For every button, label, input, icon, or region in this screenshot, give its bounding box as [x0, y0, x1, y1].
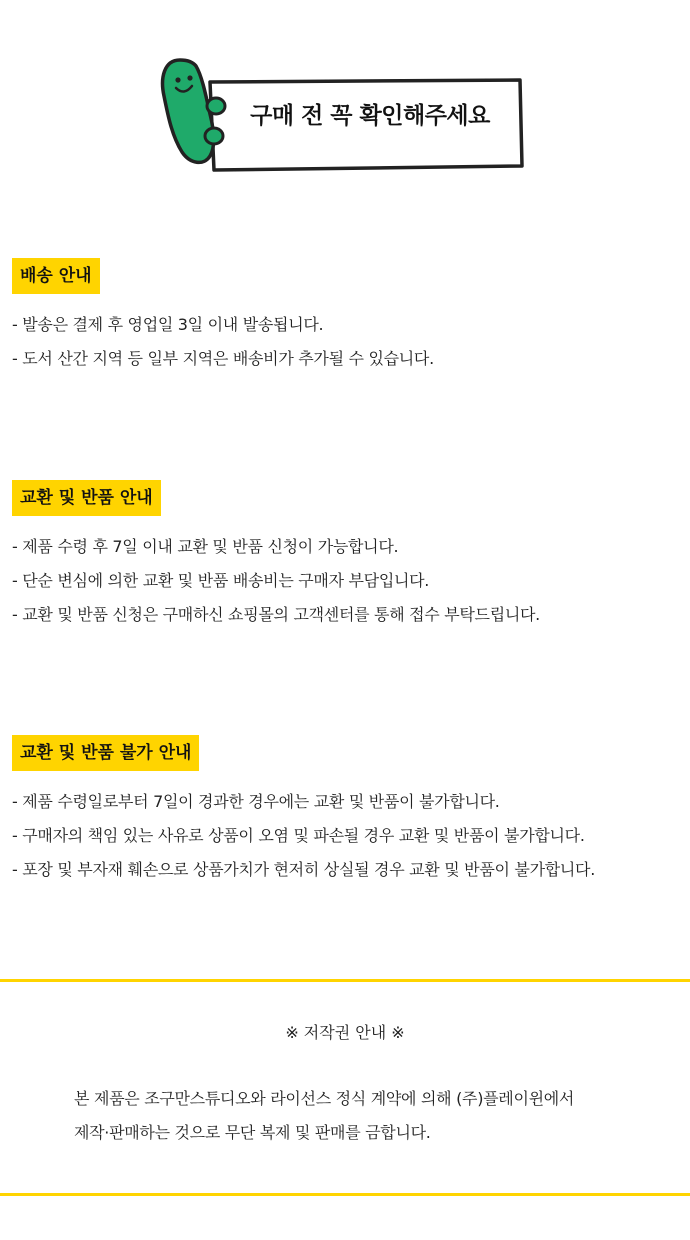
exchange-section [12, 480, 690, 632]
list-item: - 제품 수령 후 7일 이내 교환 및 반품 신청이 가능합니다. [12, 537, 399, 556]
list-item: - 제품 수령일로부터 7일이 경과한 경우에는 교환 및 반품이 불가합니다. [12, 792, 500, 811]
banner-title: 구매 전 꼭 확인해주세요 [250, 102, 490, 129]
notice-line: 본 제품은 조구만스튜디오와 라이선스 정식 계약에 의해 (주)플레이윈에서 [74, 1089, 575, 1108]
list-item: - 발송은 결제 후 영업일 3일 이내 발송됩니다. [12, 315, 324, 334]
shipping-section [12, 258, 690, 376]
copyright-notice-title: ※ 저작권 안내 ※ [285, 1023, 405, 1042]
list-item: - 교환 및 반품 신청은 구매하신 쇼핑몰의 고객센터를 통해 접수 부탁드립니다. [12, 605, 540, 624]
notice-line: 제작·판매하는 것으로 무단 복제 및 판매를 금합니다. [74, 1123, 431, 1142]
list-item: - 구매자의 책임 있는 사유로 상품이 오염 및 파손될 경우 교환 및 반품이 불가합니다. [12, 826, 585, 845]
list-item: - 도서 산간 지역 등 일부 지역은 배송비가 추가될 수 있습니다. [12, 349, 434, 368]
list-item: - 포장 및 부자재 훼손으로 상품가치가 현저히 상실될 경우 교환 및 반품이 불가합니다. [12, 860, 595, 879]
divider-top [0, 979, 690, 982]
section-title: 교환 및 반품 안내 [12, 480, 161, 516]
list-item: - 단순 변심에 의한 교환 및 반품 배송비는 구매자 부담입니다. [12, 571, 430, 590]
section-title: 배송 안내 [12, 258, 100, 294]
divider-bottom [0, 1193, 690, 1196]
section-title: 교환 및 반품 불가 안내 [12, 735, 199, 771]
exchange-unavailable-section [12, 735, 690, 887]
copyright-notice-body [74, 1082, 674, 1150]
banner [158, 56, 528, 178]
